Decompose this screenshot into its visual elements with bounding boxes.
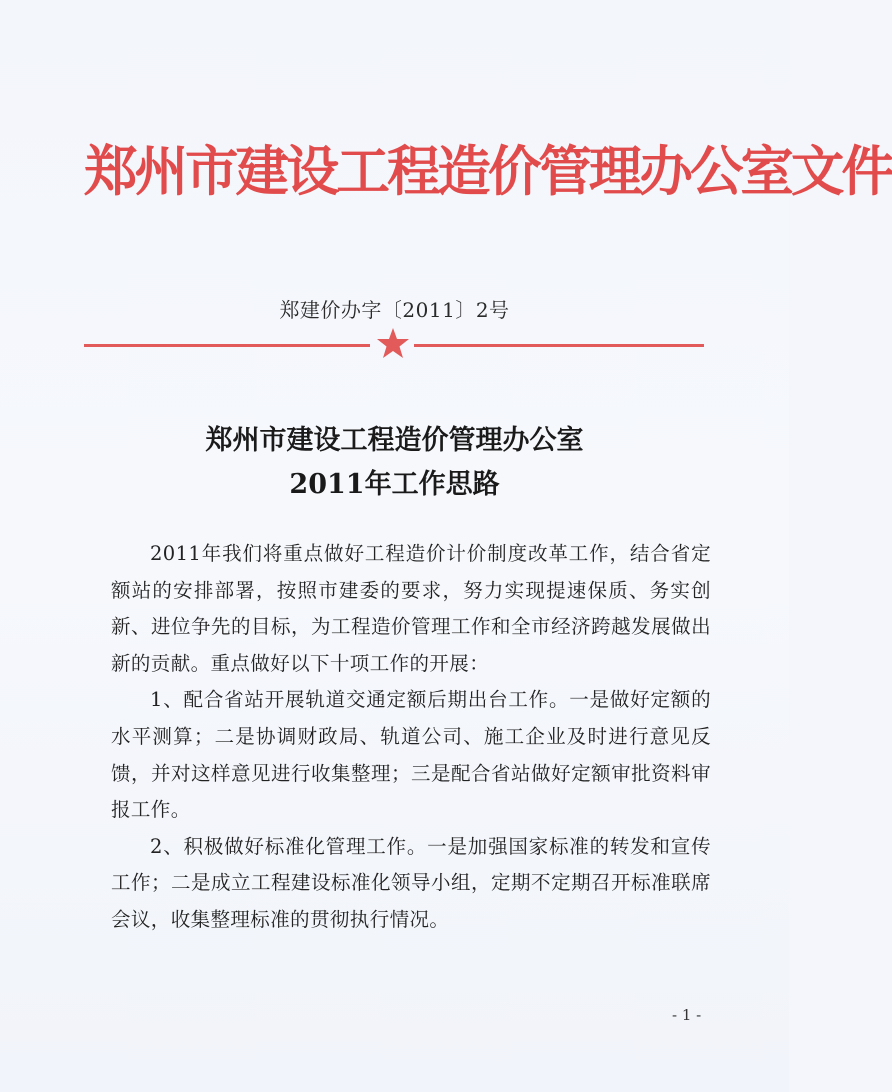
paragraph-item-1: 1、配合省站开展轨道交通定额后期出台工作。一是做好定额的水平测算；二是协调财政局、轨道公司、施工企业及时进行意见反馈，并对这样意见进行收集整理；三是配合省站做好定额审批资料审报工作。 bbox=[111, 688, 711, 822]
paragraph-item-2: 2、积极做好标准化管理工作。一是加强国家标准的转发和宣传工作；二是成立工程建设标准化领导小组，定期不定期召开标准联席会议，收集整理标准的贯彻执行情况。 bbox=[111, 834, 711, 931]
page-number: - 1 - bbox=[672, 1006, 702, 1024]
header-rule-right bbox=[414, 344, 704, 347]
document-number: 郑建价办字〔2011〕2号 bbox=[279, 298, 510, 322]
header-rule-left bbox=[84, 344, 370, 347]
red-star-icon bbox=[376, 326, 410, 360]
document-body bbox=[111, 536, 711, 939]
document-header-title: 郑州市建设工程造价管理办公室文件 bbox=[84, 140, 892, 203]
document-title-line-1: 郑州市建设工程造价管理办公室 bbox=[205, 425, 584, 456]
document-title-line-2: 2011年工作思路 bbox=[289, 469, 500, 500]
paragraph-intro: 2011年我们将重点做好工程造价计价制度改革工作，结合省定额站的安排部署，按照市建委的要求，努力实现提速保质、务实创新、进位争先的目标，为工程造价管理工作和全市经济跨越发展做出新的贡献。重点做好以下十项工作的开展： bbox=[111, 542, 711, 675]
